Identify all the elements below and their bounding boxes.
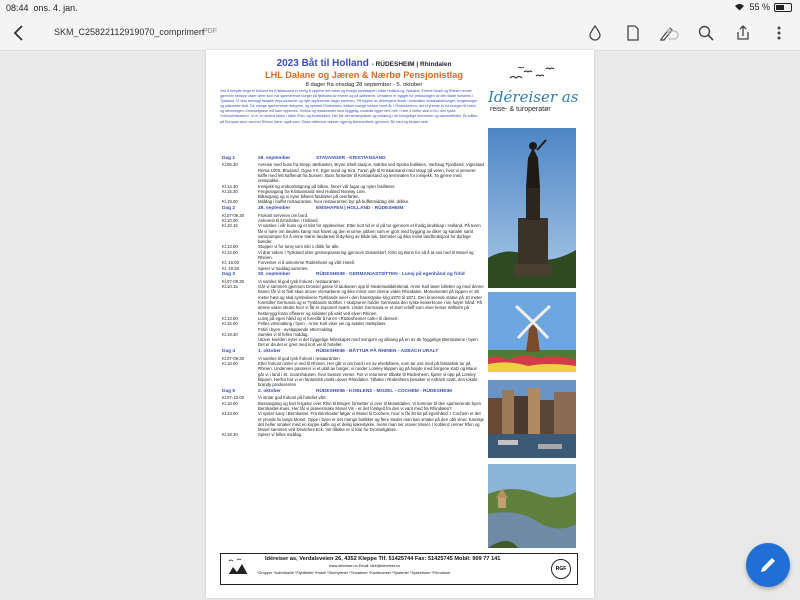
day-date: 2. oktober	[258, 388, 281, 394]
itinerary-row	[222, 250, 484, 261]
company-logo-name: Idéreiser as	[488, 88, 579, 106]
status-time: 08:44 ons. 4. jan.	[6, 3, 78, 13]
row-text: Vi spiser lunsj i Bernkastel. Fra Bernkastel følger vi Mosel til Cochem, hvor vi får litt tid på egenhånd. I Cochem er det et yrende liv langs Mosel. Oppe i byen er det mange butikker og flere steder man kan smake på den obli viner. Kanskje det heller smaker med en koppe kaffe og et deilig kakestykke, mens man ser utover Mosel. I Koblenz renner Rhin og Mosel sammen ved Deutches Eck. Vel tilbake er vi klar for Drosselgasse.	[258, 411, 484, 433]
day-heading: RÜDESHEIM - GERMANIASTØTTEN - Lunsj på egenhånd og fritid	[316, 272, 465, 278]
row-text: Ankomst til Emshafen i Holland.	[258, 217, 319, 223]
share-icon[interactable]	[734, 24, 752, 42]
row-text: Utover kvelden nyter vi det hyggelige felleskapet med svingom og allsang på en av de hyggelige Bierstubene i byen. Det er da det er greit med kort vei til hotellet.	[258, 337, 479, 348]
page-icon[interactable]	[624, 24, 642, 42]
row-time: Kl.13.00	[222, 244, 238, 250]
row-text: Fritid i byen - avslappende ettermiddag.	[258, 326, 334, 332]
row-text: Vi samles til god tysk frokost i restauranten	[258, 355, 340, 361]
row-time: Kl. 18.00	[222, 260, 239, 266]
row-time: Kl.07-09.30	[222, 212, 244, 218]
row-time: Kl.07-10.00	[222, 395, 244, 401]
drop-icon[interactable]	[586, 24, 604, 42]
row-time: Kl. 19.30	[222, 265, 239, 271]
day-heading: RÜDESHEIM - BÅTTUR PÅ RHINEN - ASBACH URALT	[316, 349, 439, 355]
toolbar	[0, 16, 800, 51]
itinerary-day	[222, 349, 484, 387]
doc-title: 2023 Båt til Holland - RÜDESHEIM | Rhindalen	[276, 58, 452, 69]
pdf-page[interactable]	[206, 50, 594, 598]
file-type: PDF	[203, 28, 217, 35]
day-label: Dag 3	[222, 272, 236, 278]
itinerary-row	[222, 162, 484, 183]
undo-icon[interactable]	[662, 24, 680, 42]
row-text: Samles vi til felles middag.	[258, 331, 309, 337]
rgf-seal: RGF	[551, 559, 571, 579]
day-date: 28. september	[258, 156, 291, 161]
file-name: SKM_C25822112919070_comprimert	[54, 27, 205, 37]
photo-canal-houses	[488, 380, 576, 458]
row-time	[222, 337, 258, 348]
edit-pen-icon	[757, 554, 779, 576]
row-text: Båtavgang og vi nyter båtens fasiliteter på overfarten.	[258, 194, 360, 200]
itinerary-day	[222, 206, 484, 271]
itinerary-row	[222, 361, 484, 387]
row-time: Kl.13.00	[222, 411, 238, 417]
row-time: Kl.14.30	[222, 183, 238, 189]
row-text: Går vi sammen gjennom Drossel gasse til taubanen opp til Niederwalddenkmal. Anne Karl løser billetter og med denne banen får vi et flott skue utover vinmarkene og ikke minst over denne vakre Rhindalen. Monumentet på toppen er 38 meter høyt og skal symbolisere Tysklands seier i den fransktyske krig 1870 til 1871. Den kronende statue på 10 meter forestiller Germania og er Tysklands stolthet. I skulpturen holder Germania den tyske keiserkrone i sin høyre hånd. På denne vakre stedet hvor vi får et imponert svært. Under Germania er et stort relieff som viser keiser Wilhelm på hesterygg foran offiserer og soldater på vakt ved elven Rhinen.	[258, 284, 484, 316]
itinerary-day	[222, 156, 484, 205]
row-text: Felles vinsmaking i byen - Anne Karl viser vei og avtaler møteplass.	[258, 321, 387, 327]
row-text: Innsjekk og ombordstigning på båten, finner vår lugar og nyter fasiliteter.	[258, 183, 396, 189]
back-arrow-icon[interactable]	[8, 22, 30, 44]
itinerary-row	[222, 284, 484, 316]
row-time: Kl.15.00	[222, 321, 238, 327]
wifi-icon	[734, 3, 745, 11]
row-text: Vi inntar god frokost på hotellet vårt.	[258, 395, 327, 401]
more-icon[interactable]	[770, 24, 788, 42]
itinerary-day	[222, 272, 484, 347]
company-logo-subtitle: reise- & turoperatør	[490, 106, 551, 113]
row-time: Kl.10.00	[222, 217, 238, 223]
row-time: Kl.06.30	[222, 162, 238, 168]
row-time: Kl.15.30	[222, 188, 238, 194]
edit-button[interactable]	[746, 543, 790, 587]
row-text: Stopper vi for lunsj som inkl 1 drikk for alle.	[258, 244, 340, 250]
footer-logo-icon	[225, 557, 251, 579]
row-time: Kl.07-09.30	[222, 355, 244, 361]
search-icon[interactable]	[697, 24, 715, 42]
row-text: Vi drar videre i Tyskland etter grensepassering gjennom Düsseldorf, Köln og Bonn for så å ta oss ned til Mosel og Rhinen.	[258, 249, 474, 261]
row-time: Kl.13.00	[222, 315, 238, 321]
day-date: 30. september	[258, 272, 291, 278]
row-time: Kl.10.00	[222, 400, 238, 406]
birds-logo-icon	[506, 64, 556, 86]
doc-dates: 8 dager fra onsdag 28 september - 5. oktober	[305, 82, 423, 88]
row-text: Avreise med buss fra Klepp Jærbanker, Bryne Shell stasjon, Nærbø ved Sporta butikken, Varhaug Fjordland, Vigrestad Rema 1000, Brusand, Ogna YX, Eger sund og Sira. Turen går til Kristiansand med stopp på veien, hvor vi serverer kaffe med lett kaffemat fra bussen. Buss fortsetter til Kristiansand og terminalen for innsjekk. Ta gjerne med nistepakke.	[258, 162, 484, 184]
doc-footer	[220, 553, 578, 585]
itinerary-day	[222, 389, 484, 438]
itinerary-row	[222, 266, 484, 271]
itinerary	[222, 156, 484, 439]
itinerary-row	[222, 337, 484, 348]
row-text: Etter frokost rusler vi ned til Rhinen. Her går vi om bord i en av elvebåtene, som tar oss med på fantastisk tur på Rhinen. Underveis passerer vi et utall av borger, vi runder Loreley klippen og på høyde med borgene Katz og Maus går vi i land i St. Goarshausen, hvor bussen venter. Før vi returnerer tilbake til Rüdesheim, kjører vi opp på Loreley klippen. Herfra har vi en fantastisk utsikt utover Rhindalen. Tilbake i Rüdesheim besøker vi Asbach Uralt, den lokale brandy produsenten	[258, 360, 478, 388]
row-text: Bussavgang og kort fergetur over Rhin til Bingen fortsetter vi over til Moseldalen. Vi kommer til den sjarmerende byen Bernkastel-Kues. Her får vi prøvesmake Mosel Vin - er det forskjell fra den vi vant med fra Rhindalen?	[258, 400, 481, 411]
row-time: Kl.07-09.30	[222, 278, 244, 284]
day-label: Dag 4	[222, 349, 236, 355]
day-label: Dag 1	[222, 156, 236, 161]
photo-germania-monument	[488, 128, 576, 288]
battery-icon	[774, 3, 792, 12]
row-text: Forventer vi å ankomme Rüdesheim og vårt Hotell.	[258, 260, 355, 266]
footer-web: www.idereiser.no Email: idre@idereiser.no	[329, 564, 401, 568]
row-time: Kl.10.15	[222, 284, 238, 290]
day-heading: RÜDESHEIM - KOBLENZ - MOZEL - COCHEM - RÜDESHEIM	[316, 388, 452, 394]
day-label: Dag 2	[222, 206, 236, 212]
row-time: Kl.19.00	[222, 199, 238, 205]
itinerary-row	[222, 432, 484, 437]
day-date: 29. september	[258, 206, 291, 212]
row-text: Frokost serveres om bord.	[258, 212, 309, 218]
photo-river-valley	[488, 464, 576, 548]
row-text: Vi samles i vår buss og er klar for opplevelser. Etter kort tid er vi på tur gjennom et frodig landskap i Holland. På turen får vi høre om landets kamp mot havet og den enorme jobben som er gjort med bygging av diker og kanaler samt vannpumper for å vinne større landareal til dyrking av både løk, blomster og ikke minst landbruksjord for dyrbige bønder.	[258, 223, 481, 245]
photo-windmill	[488, 292, 576, 372]
row-text: Fergeavgang fra Kristiansand med Holland Norway Line.	[258, 188, 366, 194]
row-text: Middag i buffet restauranten, hvor restauranten byr på buffetmiddag inkl. drikke.	[258, 199, 410, 205]
day-date: 1. oktober	[258, 349, 281, 355]
row-text: Spiser vi middag sammen.	[258, 265, 309, 271]
row-text: Lunsj på egen hånd og vi foreslår å ha en «Rüdesheimer cafe» til dessert.	[258, 315, 399, 321]
day-label: Dag 5	[222, 388, 236, 394]
footer-services: *Grupper *Individuelle *Flybilletter *Hotell *Storbyferier *Tematurer *Konferanser *Spaferier *Sykkelturer *Firmaturer	[257, 571, 451, 575]
itinerary-row	[222, 199, 484, 204]
day-heading: STAVANGER - KRISTIANSAND	[316, 156, 386, 161]
row-time: Kl.19.30	[222, 331, 238, 337]
battery-percent: 55 %	[749, 2, 770, 12]
row-time: Kl.10.00	[222, 360, 238, 366]
row-time: Kl.14.00	[222, 249, 238, 255]
footer-contact: Idéreiser as, Verdalsveien 26, 4352 Kleppe Tlf. 51425744 Fax: 51425745 Mobil: 909 77 141	[265, 556, 501, 562]
itinerary-row	[222, 411, 484, 432]
itinerary-row	[222, 401, 484, 412]
row-text: Spiser vi felles middag.	[258, 432, 303, 438]
row-time: Kl.10.15	[222, 223, 238, 229]
row-text: Vi samles til god tysk frokost i restauranten	[258, 278, 340, 284]
row-time: Kl.19.30	[222, 432, 238, 438]
status-right	[734, 2, 792, 12]
doc-intro: Ved å benytte ferge til Holland fra Kristiansand er mulig å oppleve det vakre og frodige landskapet i både Holland og Tyskland. Elvene Mosel og Rhinen renner gjennom nettopp vakre deler som har sjarmerende borger på fjellsiden av elvene og på dalfletene. Omtalene er bygget for pesiduktgjen av den fatale turistens i Tyskland. Vi skal selvsagt besøke vinproduserter og nyte opptreende dager sammen. På toppen av vinbergene finner romantiske middelalderborger, borganonger og pittoreske slott. De mange sjarmerende vinbyene, og spesielt Rüdesheim, trekker mange turister hvert år. I Rüdesheim er det et yrende liv fra morgen til kveld, og stemningen i Drosselgasse må bare oppleves. Vinhus og restauranter med hyggelig, muskikk ligger vell I tett. I hele 4 netter skal vi bo i den tyske «vinhovedstaden». Vi er en sentral faktor i både Rhin- og Moseldalen. Her blir det smaksprøver og innføring i de forskjellige drevrenter og vannmølletter. En båttur på Europas store vannvei Rhinen hører også med. Disse dalferene danner rigjerrig flommerlikefe gjennom. Bli med og bedøm selv!	[220, 89, 478, 124]
day-heading: EMSHAFEN | HOLLAND - RÜDESHEIM	[316, 206, 404, 212]
itinerary-row	[222, 223, 484, 244]
status-bar	[0, 0, 800, 16]
doc-group-title: LHL Dalane og Jæren & Nærbø Pensjonistlag	[265, 70, 463, 80]
